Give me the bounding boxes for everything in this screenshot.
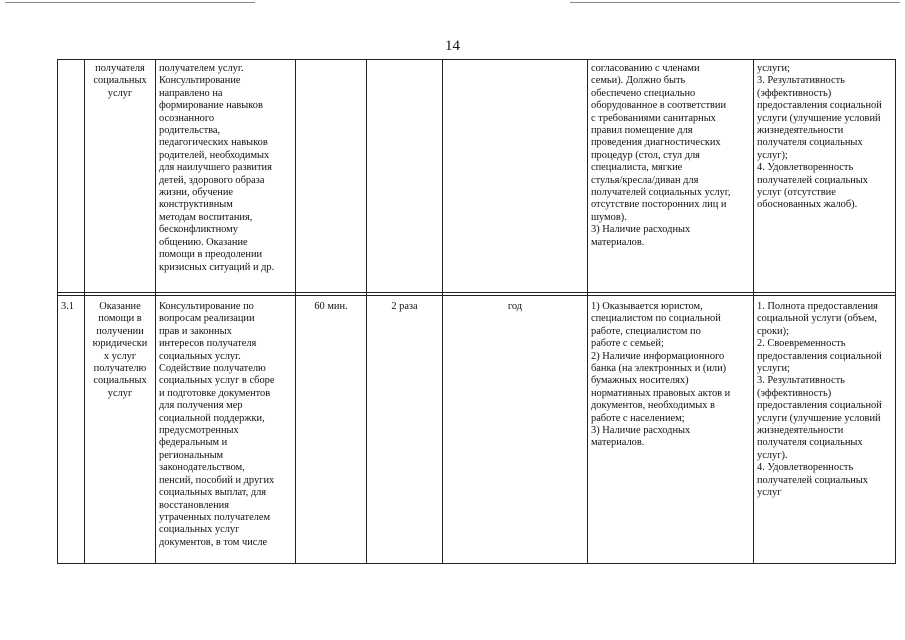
conditions-cell: согласованию с членами семьи). Должно быть обеспечено специально оборудованное в соответствии с требованиями санитарных правил помещение для проведения диагностических процедур (стол, стул для специалиста, мягкие стулья/кресла/диван для получателей социальных услуг, отсутствие посторонних лиц и шумов). 3) Наличие расходных материалов.: [588, 60, 754, 293]
top-edge-rule-right: [570, 2, 900, 3]
conditions-cell: 1) Оказывается юристом, специалистом по социальной работе, специалистом по работе с семьей; 2) Наличие информационного банка (на электронных и (или) бумажных носителях) нормативных правовых актов и документов, необходимых в работе с населением; 3) Наличие расходных материалов.: [588, 296, 754, 564]
row-number: 3.1: [58, 296, 85, 564]
table-row: [58, 296, 896, 564]
row-number: [58, 60, 85, 293]
duration-cell: 60 мин.: [296, 296, 367, 564]
period-cell: [443, 60, 588, 293]
services-table: [57, 59, 896, 564]
service-name-cell: Оказание помощи в получении юридически х услуг получателю социальных услуг: [85, 296, 156, 564]
criteria-cell: услуги; 3. Результативность (эффективность) предоставления социальной услуги (улучшение условий жизнедеятельности получателя социальных услуг); 4. Удовлетворенность получателей социальных услуг (отсутствие обоснованных жалоб).: [754, 60, 896, 293]
top-edge-rule-left: [5, 2, 255, 3]
service-name-cell: получателя социальных услуг: [85, 60, 156, 293]
service-description-cell: Консультирование по вопросам реализации прав и законных интересов получателя социальных услуг. Содействие получателю социальных услуг в сборе и подготовке документов для получения мер социальной поддержки, предусмотренных федеральным и региональным законодательством, пенсий, пособий и других социальных выплат, для восстановления утраченных получателем социальных услуг документов, в том числе: [156, 296, 296, 564]
page-number: 14: [445, 38, 460, 54]
criteria-cell: 1. Полнота предоставления социальной услуги (объем, сроки); 2. Своевременность предоставления социальной услуги; 3. Результативность (эффективность) предоставления социальной услуги (улучшение условий жизнедеятельности получателя социальных услуг). 4. Удовлетворенность получателей социальных услуг: [754, 296, 896, 564]
period-cell: год: [443, 296, 588, 564]
service-description-cell: получателем услуг. Консультирование направлено на формирование навыков осознанного родительства, педагогических навыков родителей, необходимых для наилучшего развития детей, здорового образа жизни, обучение конструктивным методам воспитания, бесконфликтному общению. Оказание помощи в преодолении кризисных ситуаций и др.: [156, 60, 296, 293]
duration-cell: [296, 60, 367, 293]
frequency-cell: [367, 60, 443, 293]
frequency-cell: 2 раза: [367, 296, 443, 564]
table-row: [58, 60, 896, 293]
